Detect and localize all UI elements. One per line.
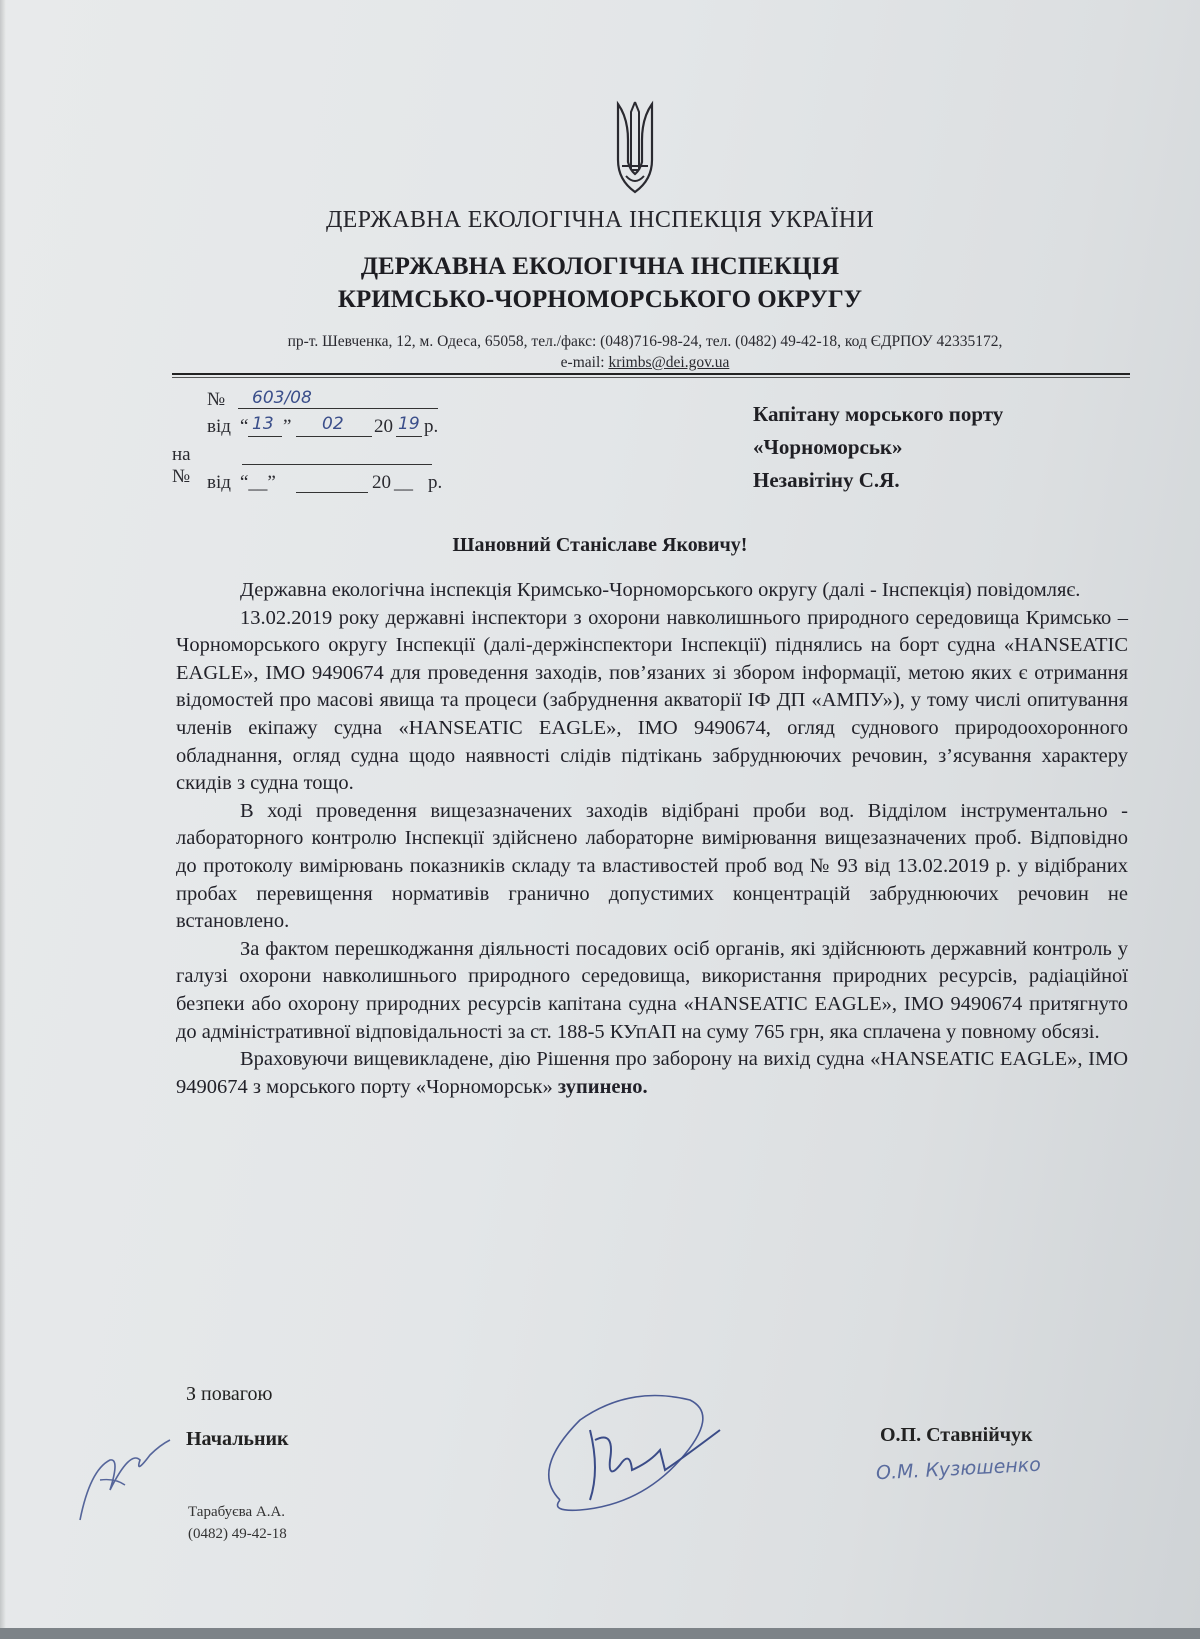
reg-open-quote: “ bbox=[240, 416, 249, 437]
reg-month-value: 02 bbox=[322, 414, 344, 434]
salutation: Шановний Станіславе Яковичу! bbox=[452, 534, 748, 556]
body-paragraph-3: В ході проведення вищезазначених заходів відібрані проби вод. Відділом інструментально - лабораторного контролю Інспекції здійснено лабораторне вимірювання вищезазначених проб. Відповідно до протоколу вимірювань показників складу та властивостей проб вод № 93 від 13.02.2019 р. у відібраних пробах перевищення нормативів гранично допустимих концентрацій забруднюючих речовин не встановлено. bbox=[176, 799, 1128, 933]
page-shadow bbox=[0, 0, 6, 1639]
addressee-line3: Незавітіну С.Я. bbox=[753, 468, 900, 492]
letter-body bbox=[176, 577, 1128, 1101]
header-divider-thin bbox=[172, 377, 1130, 378]
trident-emblem-icon bbox=[612, 100, 658, 196]
body-paragraph-5-bold: зупинено. bbox=[557, 1075, 648, 1098]
desk-surface bbox=[0, 1628, 1200, 1639]
addressee-line2: «Чорноморськ» bbox=[753, 435, 903, 459]
reg-from-label: від bbox=[207, 416, 231, 437]
org-main-title: ДЕРЖАВНА ЕКОЛОГІЧНА ІНСПЕКЦІЯ УКРАЇНИ bbox=[325, 207, 875, 233]
signer-name: О.П. Ставнійчук bbox=[880, 1424, 1033, 1446]
signer-position: Начальник bbox=[186, 1428, 289, 1450]
addressee-block bbox=[753, 398, 1003, 497]
org-sub-title-line1: ДЕРЖАВНА ЕКОЛОГІЧНА ІНСПЕКЦІЯ bbox=[360, 253, 840, 280]
reg-no-label: № bbox=[207, 389, 226, 410]
closing-phrase: З повагою bbox=[186, 1383, 273, 1405]
contacts-block bbox=[170, 331, 1120, 373]
handwritten-note: О.М. Кузюшенко bbox=[875, 1453, 1042, 1485]
reply-month-line bbox=[296, 472, 368, 493]
body-paragraph-2: 13.02.2019 року державні інспектори з охорони навколишнього природного середовища Кримсько – Чорноморського округу Інспекції (далі-держінспектори Інспекції) піднялись на борт судна «HANSEATIC EAGLE», IMO 9490674 для проведення заходів, пов’язаних зі збором інформації, метою яких є отримання відомостей про масові явища та процеси (забруднення акваторії ІФ ДП «АМПУ»), у тому числі опитування членів екіпажу судна «HANSEATIC EAGLE», IMO 9490674, огляд суднового природоохоронного обладнання, огляд судна щодо наявності слідів підтікань забруднюючих речовин, з’ясування характеру скидів з судна тощо. bbox=[176, 606, 1128, 795]
addressee-line1: Капітану морського порту bbox=[753, 402, 1004, 426]
body-paragraph-5 bbox=[176, 1046, 1128, 1101]
reg-close-quote: ” bbox=[283, 416, 292, 437]
body-paragraph-1: Державна екологічна інспекція Кримсько-Чорноморського округу (далі - Інспекція) повідомляє. bbox=[240, 579, 1081, 601]
email-label: e-mail: bbox=[560, 354, 609, 371]
margin-initials-icon bbox=[70, 1430, 180, 1530]
org-sub-title-line2: КРИМСЬКО-ЧОРНОМОРСЬКОГО ОКРУГУ bbox=[337, 286, 863, 313]
reg-year-prefix: 20 bbox=[374, 416, 393, 437]
reply-no-label: на № bbox=[172, 444, 191, 487]
reg-year-suffix: р. bbox=[424, 416, 439, 437]
reg-no-value: 603/08 bbox=[252, 388, 312, 408]
executor-name: Тарабуєва А.А. bbox=[188, 1504, 286, 1520]
executor-phone: (0482) 49-42-18 bbox=[188, 1526, 287, 1542]
email-link[interactable]: krimbs@dei.gov.ua bbox=[608, 354, 730, 371]
reg-year-value: 19 bbox=[398, 414, 420, 434]
reply-year-prefix: 20 bbox=[372, 472, 391, 493]
reply-day-blank: “__” bbox=[240, 472, 276, 493]
reply-year-blank: __ bbox=[394, 472, 413, 493]
signature-icon bbox=[520, 1390, 740, 1520]
reply-no-line bbox=[242, 444, 432, 465]
body-paragraph-4: За фактом перешкоджання діяльності посадових осіб органів, які здійснюють державний контроль у галузі охорони навколишнього природного середовища, використання природних ресурсів, радіаційної безпеки або охорону природних ресурсів капітана судна «HANSEATIC EAGLE», IMO 9490674 притягнуто до адміністративної відповідальності за ст. 188-5 КУпАП на суму 765 грн, яка сплачена у повному обсязі. bbox=[176, 937, 1128, 1043]
reg-day-value: 13 bbox=[252, 414, 274, 434]
email-line bbox=[170, 352, 1120, 373]
reply-year-suffix: р. bbox=[428, 472, 443, 493]
header-divider bbox=[172, 373, 1130, 375]
reply-from-label: від bbox=[207, 472, 231, 493]
contacts-line: пр-т. Шевченка, 12, м. Одеса, 65058, тел./факс: (048)716-98-24, тел. (0482) 49-42-18, код ЄДРПОУ 42335172, bbox=[287, 333, 1003, 350]
body-paragraph-5-text: Враховуючи вищевикладене, дію Рішення про заборону на вихід судна «HANSEATIC EAGLE», IMO 9490674 з морського порту «Чорноморськ» bbox=[176, 1048, 1128, 1098]
